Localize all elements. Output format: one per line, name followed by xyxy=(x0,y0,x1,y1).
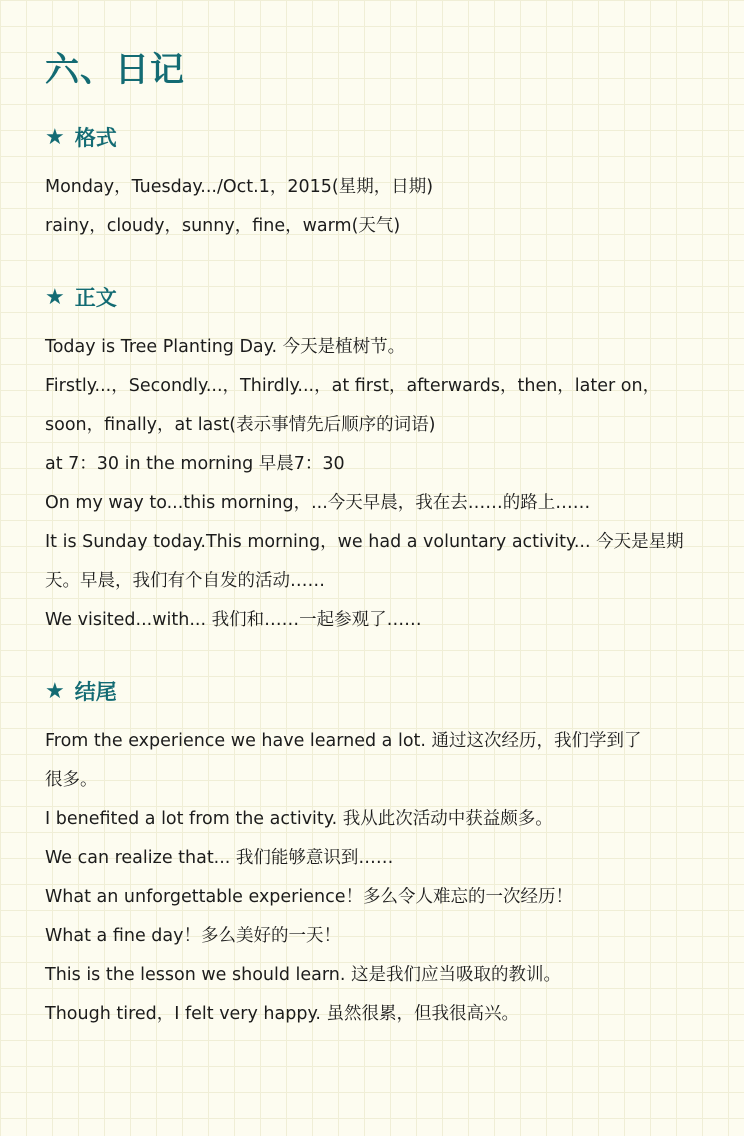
section-heading xyxy=(45,282,704,312)
text-line: From the experience we have learned a lot. 通过这次经历，我们学到了 xyxy=(45,731,642,751)
section-heading-label: 正文 xyxy=(74,286,117,310)
text-line: What an unforgettable experience！多么令人难忘的一次经历！ xyxy=(45,887,573,907)
section-body xyxy=(45,282,704,640)
section-ending xyxy=(45,676,704,1034)
body-lines xyxy=(45,328,704,640)
section-format xyxy=(45,122,704,246)
star-icon: ★ xyxy=(45,678,65,704)
text-line: We can realize that... 我们能够意识到…… xyxy=(45,848,394,868)
section-heading xyxy=(45,122,704,152)
page-title: 六、日记 xyxy=(45,50,185,90)
text-line: 很多。 xyxy=(45,770,98,790)
text-line: Though tired，I felt very happy. 虽然很累，但我很高兴。 xyxy=(45,1004,519,1024)
text-line: Today is Tree Planting Day. 今天是植树节。 xyxy=(45,337,406,357)
text-line: I benefited a lot from the activity. 我从此次活动中获益颇多。 xyxy=(45,809,553,829)
section-heading-label: 格式 xyxy=(74,126,117,150)
star-icon: ★ xyxy=(45,284,65,310)
text-line: This is the lesson we should learn. 这是我们应当吸取的教训。 xyxy=(45,965,562,985)
section-heading-label: 结尾 xyxy=(74,680,117,704)
text-line: soon，finally，at last(表示事情先后顺序的词语) xyxy=(45,415,436,435)
text-line: What a fine day！多么美好的一天！ xyxy=(45,926,341,946)
text-line: rainy，cloudy，sunny，fine，warm(天气) xyxy=(45,216,401,236)
text-line: 天。早晨，我们有个自发的活动…… xyxy=(45,571,325,591)
text-line: It is Sunday today.This morning，we had a voluntary activity... 今天是星期 xyxy=(45,532,684,552)
text-line: Firstly...，Secondly...，Thirdly...，at first，afterwards，then，later on， xyxy=(45,376,661,396)
section-heading xyxy=(45,676,704,706)
text-line: Monday，Tuesday.../Oct.1，2015(星期，日期) xyxy=(45,177,434,197)
format-lines xyxy=(45,168,704,246)
ending-lines xyxy=(45,722,704,1034)
text-line: at 7：30 in the morning 早晨7：30 xyxy=(45,454,345,474)
text-line: On my way to...this morning，...今天早晨，我在去……的路上…… xyxy=(45,493,591,513)
star-icon: ★ xyxy=(45,124,65,150)
text-line: We visited...with... 我们和……一起参观了…… xyxy=(45,610,422,630)
